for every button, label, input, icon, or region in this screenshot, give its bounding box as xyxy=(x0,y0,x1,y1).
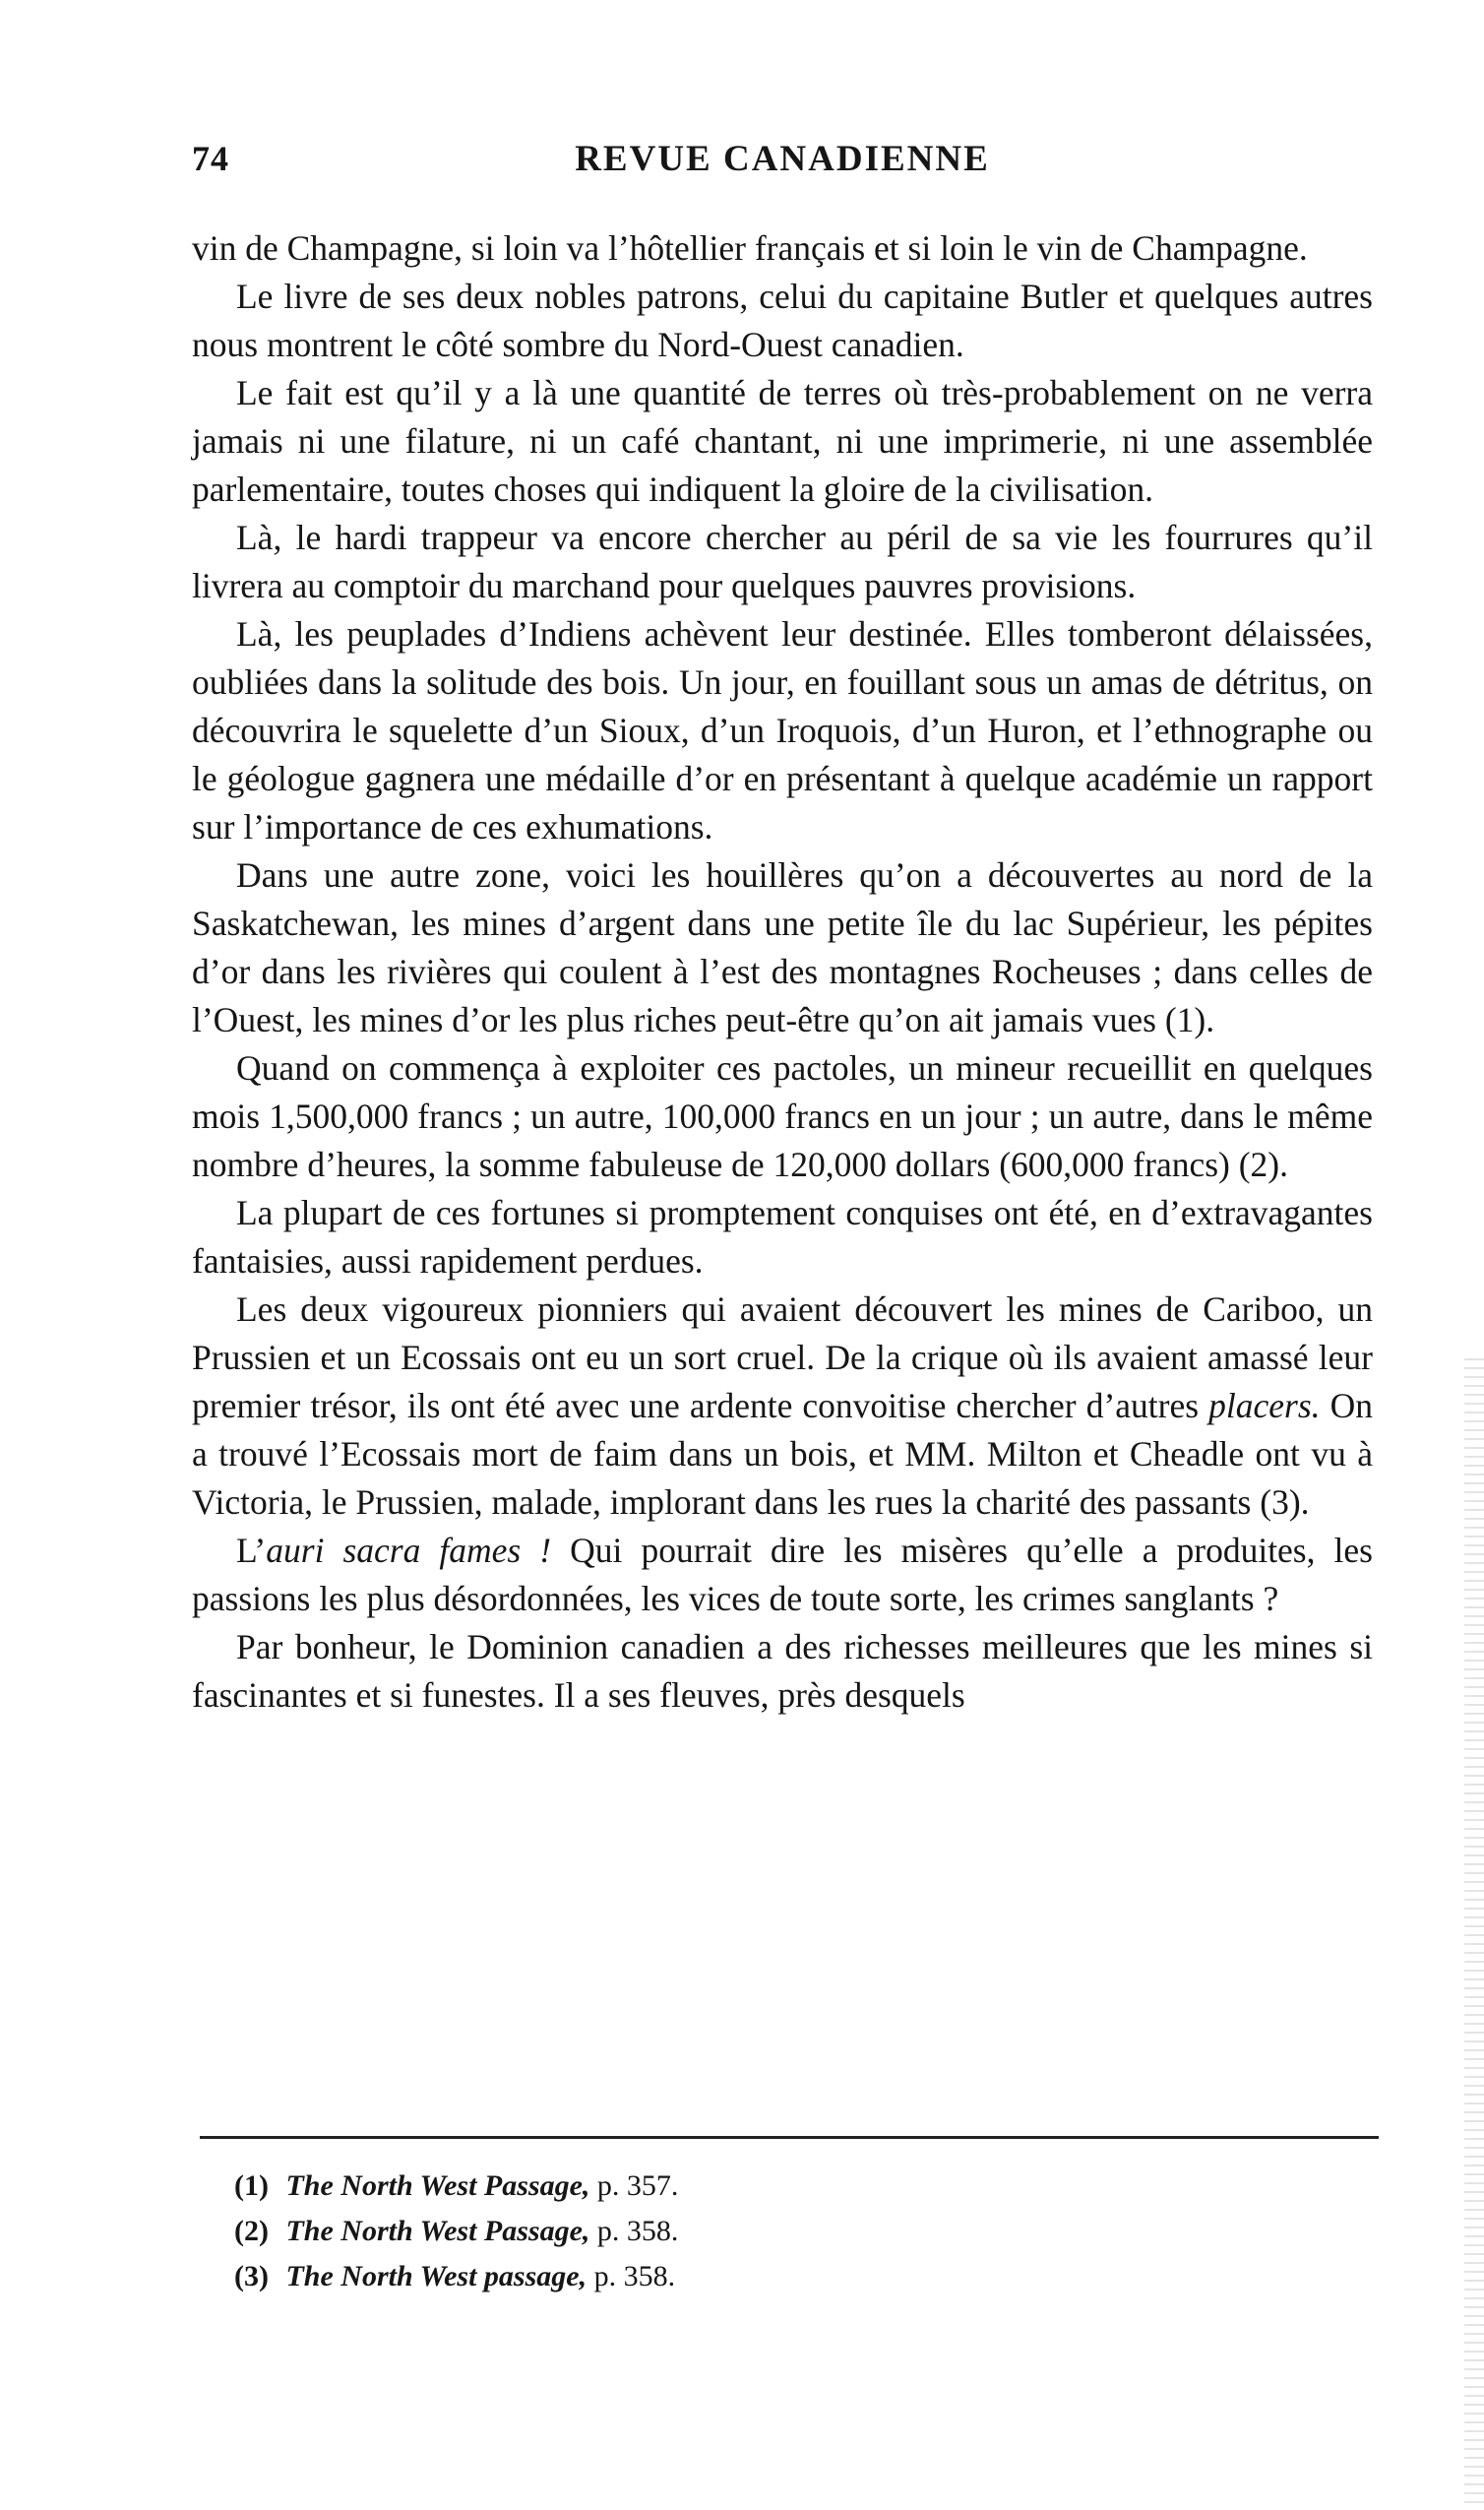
paragraph: Dans une autre zone, voici les houillères qu’on a découvertes au nord de la Saskatchewan, les mines d’argent dans une petite île du lac Supérieur, les pépites d’or dans les rivières qui coulent à l’est des montagnes Rocheuses ; dans celles de l’Ouest, les mines d’or les plus riches peut-être qu’on ait jamais vues (1). xyxy=(192,855,1373,1039)
paragraph-text: Les deux vigoureux pionniers qui avaient découvert les mines de Cariboo, un Prussien et un Ecossais ont eu un sort cruel. De la crique où ils avaient amassé leur premier trésor, ils ont été avec une ardente convoitise chercher d’autres xyxy=(192,1289,1373,1425)
paragraph: Quand on commença à exploiter ces pactoles, un mineur recueillit en quelques mois 1,500,000 francs ; un autre, 100,000 francs en un jour ; un autre, dans le même nombre d’heures, la somme fabuleuse de 120,000 dollars (600,000 francs) (2). xyxy=(192,1048,1373,1184)
footnote-number: (2) xyxy=(234,2215,269,2247)
paragraph: Là, les peuplades d’Indiens achèvent leur destinée. Elles tomberont délaissées, oubliées dans la solitude des bois. Un jour, en fouillant sous un amas de détritus, on découvrira le squelette d’un Sioux, d’un Iroquois, d’un Huron, et l’ethnographe ou le géologue gagnera une médaille d’or en présentant à quelque académie un rapport sur l’importance de ces exhumations. xyxy=(192,614,1373,847)
footnote-page: p. 357. xyxy=(596,2169,679,2202)
footnote-page: p. 358. xyxy=(596,2215,679,2247)
latin-quote: auri sacra fames ! xyxy=(266,1531,552,1570)
footnotes xyxy=(234,2164,1120,2299)
paragraph: La plupart de ces fortunes si promptement conquises ont été, en d’extravagantes fantaisies, aussi rapidement perdues. xyxy=(192,1193,1373,1281)
paragraph-placers xyxy=(192,1286,1373,1527)
italic-term: placers. xyxy=(1208,1386,1321,1425)
footnote-number: (1) xyxy=(234,2169,269,2202)
body-text xyxy=(192,224,1373,1720)
footnote xyxy=(234,2209,1120,2254)
running-title: REVUE CANADIENNE xyxy=(575,139,990,179)
paragraph: vin de Champagne, si loin va l’hôtellier français et si loin le vin de Champagne. xyxy=(192,228,1308,268)
page-number: 74 xyxy=(192,139,229,178)
footnote xyxy=(234,2254,1120,2299)
paragraph-auri xyxy=(192,1527,1373,1623)
footnote xyxy=(234,2164,1120,2209)
footnote-page: p. 358. xyxy=(593,2260,676,2292)
footnote-title: The North West Passage, xyxy=(285,2169,590,2202)
page-edge-shading xyxy=(1464,1358,1484,2510)
paragraph: Par bonheur, le Dominion canadien a des richesses meilleures que les mines si fascinantes et si funestes. Il a ses fleuves, près desquels xyxy=(192,1627,1373,1715)
page-header xyxy=(192,138,1373,197)
paragraph: Le fait est qu’il y a là une quantité de terres où très-probablement on ne verra jamais ni une filature, ni un café chantant, ni une imprimerie, ni une assemblée parlementaire, toutes choses qui indiquent la gloire de la civilisation. xyxy=(192,373,1373,509)
footnote-title: The North West Passage, xyxy=(285,2215,590,2247)
footnote-title: The North West passage, xyxy=(285,2260,587,2292)
paragraph-text: On a trouvé l’Ecossais mort de faim dans un bois, et MM. Milton et Cheadle ont vu à Victoria, le Prussien, malade, implorant dans les rues la charité des passants (3). xyxy=(192,1386,1373,1522)
paragraph: Le livre de ses deux nobles patrons, celui du capitaine Butler et quelques autres nous montrent le côté sombre du Nord-Ouest canadien. xyxy=(192,277,1373,364)
paragraph-text: Qui pourrait dire les misères qu’elle a produites, les passions les plus désordonnées, les vices de toute sorte, les crimes sanglants ? xyxy=(192,1531,1373,1618)
footnote-rule xyxy=(200,2136,1379,2139)
paragraph: Là, le hardi trappeur va encore chercher au péril de sa vie les fourrures qu’il livrera au comptoir du marchand pour quelques pauvres provisions. xyxy=(192,518,1373,605)
paragraph-text: L’ xyxy=(236,1531,267,1570)
footnote-number: (3) xyxy=(234,2260,269,2292)
